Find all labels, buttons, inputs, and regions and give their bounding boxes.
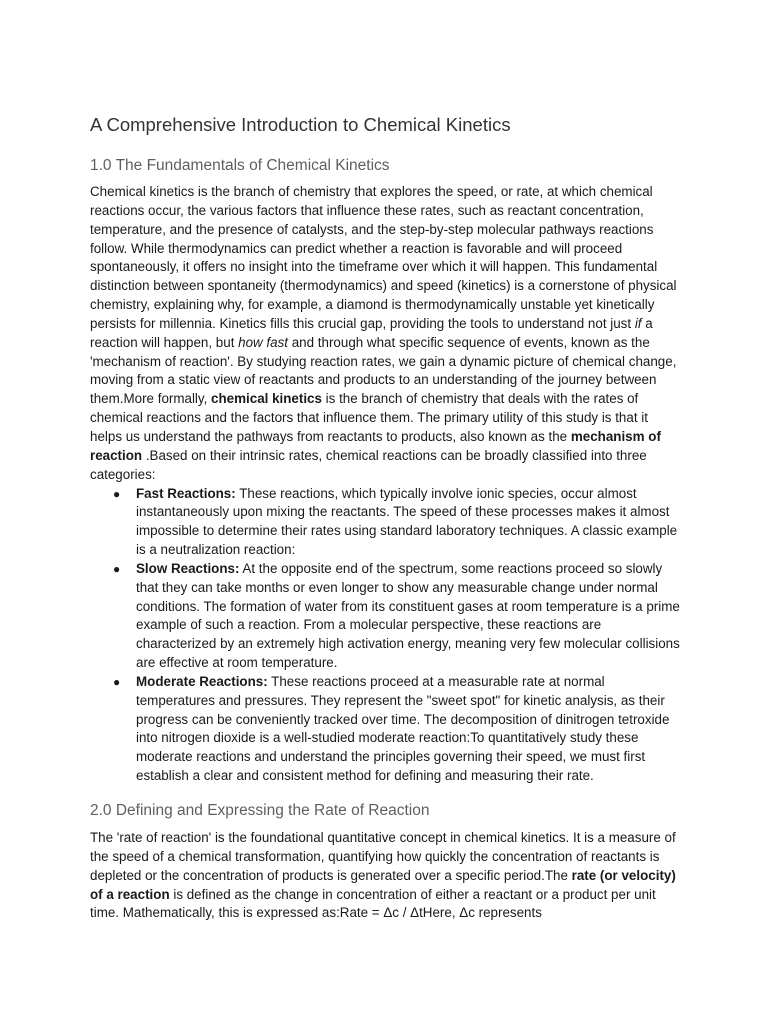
intro-text-part4: is the branch of chemistry that deals with the rates of chemical reactions and the factors that influence them. The primary utility of this study is that it helps us understand the pathways from reactants to products, also known as the	[90, 391, 648, 444]
category-text-moderate: These reactions proceed at a measurable rate at normal temperatures and pressures. They represent the "sweet spot" for kinetic analysis, as their progress can be conveniently tracked over time. The decomposition of dinitrogen tetroxide into nitrogen dioxide is a well-studied moderate reaction:To quantitatively study these moderate reactions and understand the principles governing their speed, we must first establish a clear and consistent method for defining and measuring their rate.	[136, 673, 670, 784]
term-chemical-kinetics: chemical kinetics	[211, 391, 322, 407]
category-label-slow: Slow Reactions:	[136, 560, 240, 576]
intro-text-part2: a reaction will happen, but	[90, 315, 653, 350]
bullet-icon: ●	[113, 674, 121, 689]
document-title: A Comprehensive Introduction to Chemical Kinetics	[90, 114, 511, 135]
bullet-icon: ●	[113, 486, 121, 501]
term-mechanism-of-reaction: mechanism of reaction	[90, 428, 661, 463]
category-label-moderate: Moderate Reactions:	[136, 673, 268, 689]
list-item-fast-reactions	[90, 485, 680, 560]
section-fundamentals	[90, 155, 680, 786]
category-label-fast: Fast Reactions:	[136, 485, 236, 501]
intro-paragraph	[90, 183, 680, 485]
term-rate-of-reaction: rate (or velocity) of a reaction	[90, 867, 676, 902]
intro-text-part5: .Based on their intrinsic rates, chemical reactions can be broadly classified into three categories:	[90, 447, 647, 482]
intro-text-part1: Chemical kinetics is the branch of chemistry that explores the speed, or rate, at which chemical reactions occur, the various factors that influence these rates, such as reactant concentration, temperature, and the presence of catalysts, and the step-by-step molecular pathways reactions follow. While thermodynamics can predict whether a reaction is favorable and will proceed spontaneously, it offers no insight into the timeframe over which it will happen. This fundamental distinction between spontaneity (thermodynamics) and speed (kinetics) is a cornerstone of physical chemistry, explaining why, for example, a diamond is thermodynamically unstable yet kinetically persists for millennia. Kinetics fills this crucial gap, providing the tools to understand not just	[90, 184, 677, 331]
intro-text-part3: and through what specific sequence of events, known as the 'mechanism of reaction'. By studying reaction rates, we gain a dynamic picture of chemical change, moving from a static view of reactants and products to an understanding of the journey between them.More formally,	[90, 334, 677, 407]
list-item-moderate-reactions	[90, 673, 680, 786]
bullet-icon: ●	[113, 561, 121, 576]
rate-text-part2: is defined as the change in concentration of either a reactant or a product per unit time. Mathematically, this is expressed as:Rate = Δc / ΔtHere, Δc represents	[90, 886, 656, 921]
category-text-slow: At the opposite end of the spectrum, some reactions proceed so slowly that they can take months or even longer to show any measurable change under normal conditions. The formation of water from its constituent gases at room temperature is a prime example of such a reaction. From a molecular perspective, these reactions are characterized by an extremely high activation energy, meaning very few molecular collisions are effective at room temperature.	[136, 560, 680, 671]
emphasis-how-fast: how fast	[238, 334, 289, 350]
section-heading-rate: 2.0 Defining and Expressing the Rate of Reaction	[90, 802, 430, 819]
section-rate-of-reaction	[90, 800, 680, 923]
reaction-categories-list	[90, 485, 680, 787]
emphasis-if: if	[634, 315, 642, 331]
list-item-slow-reactions	[90, 560, 680, 673]
rate-text-part1: The 'rate of reaction' is the foundational quantitative concept in chemical kinetics. It is a measure of the speed of a chemical transformation, quantifying how quickly the concentration of reactants is depleted or the concentration of products is generated over a specific period.The	[90, 830, 676, 883]
rate-paragraph	[90, 829, 680, 923]
category-text-fast: These reactions, which typically involve ionic species, occur almost instantaneously upon mixing the reactants. The speed of these processes makes it almost impossible to determine their rates using standard laboratory techniques. A classic example is a neutralization reaction:	[136, 485, 678, 558]
section-heading-fundamentals: 1.0 The Fundamentals of Chemical Kinetics	[90, 157, 390, 174]
